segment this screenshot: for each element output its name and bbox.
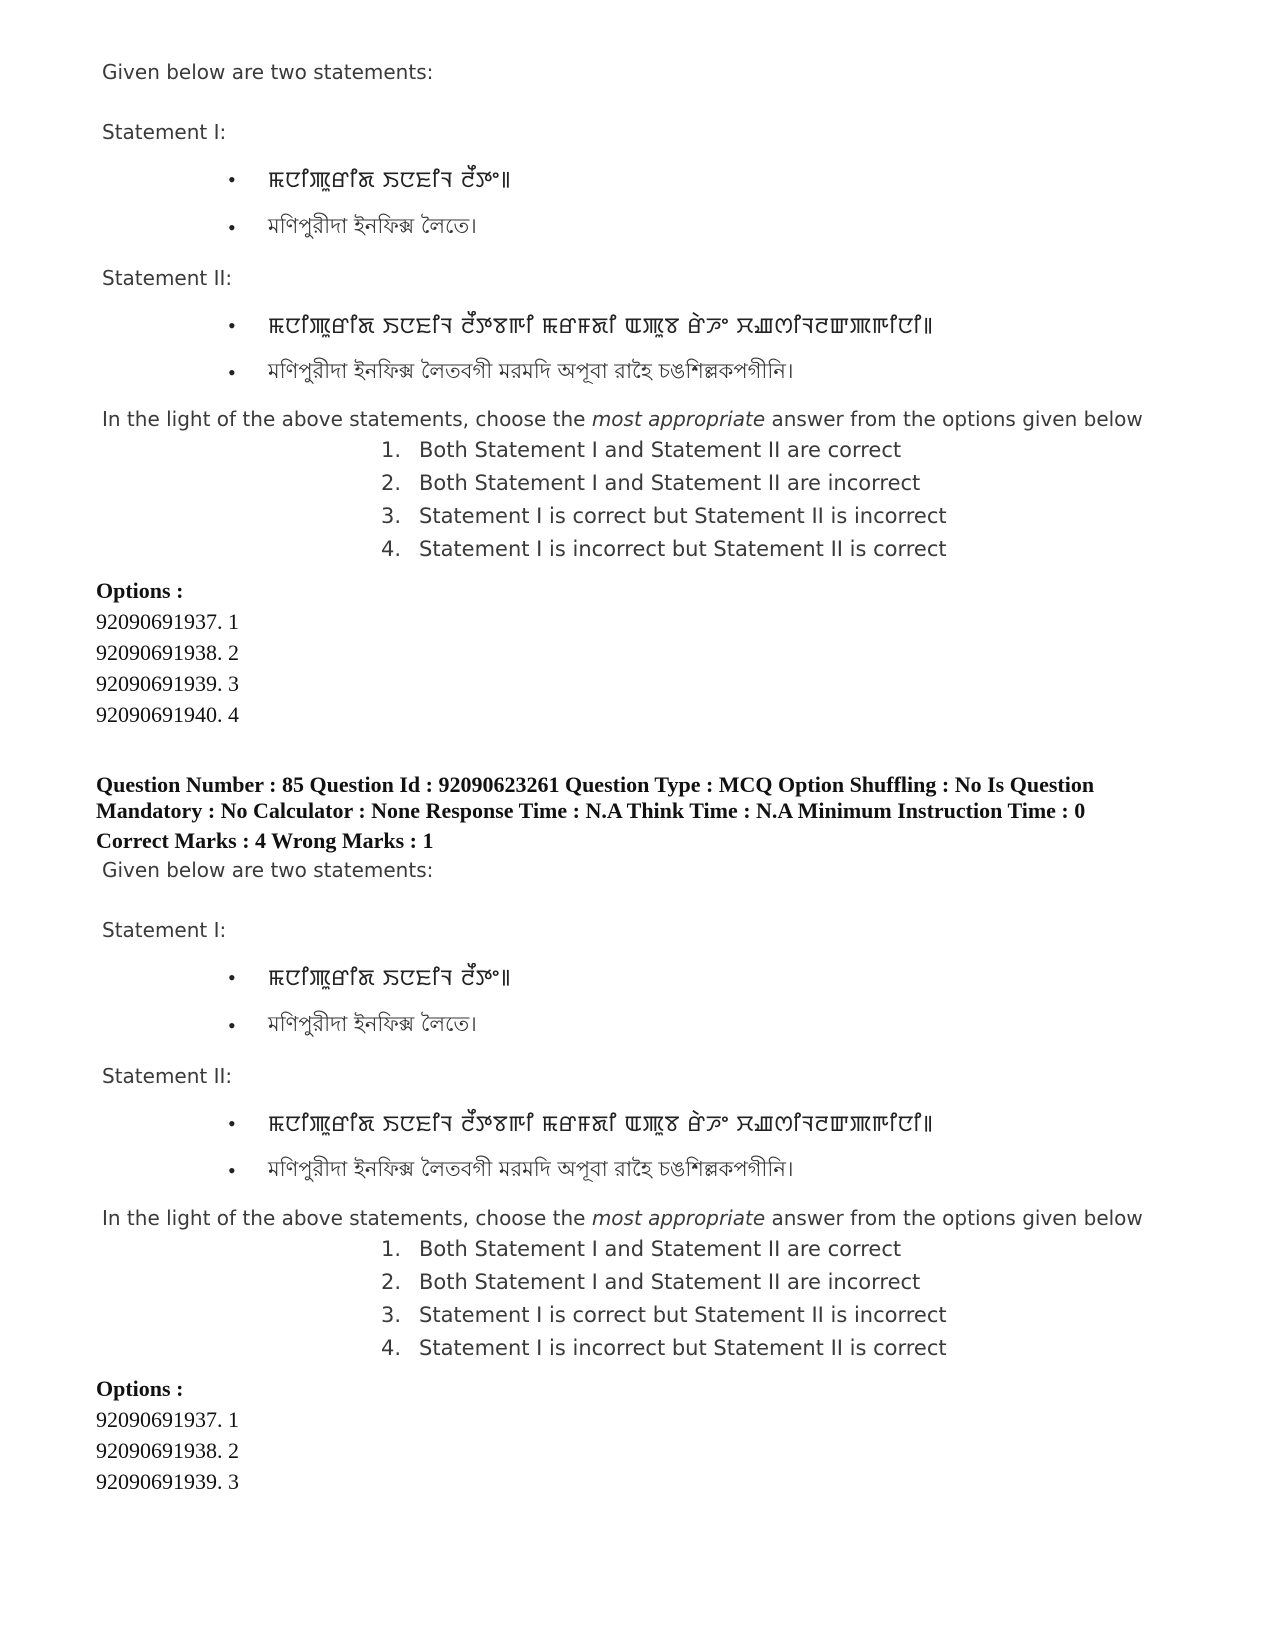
choice-text: Statement I is correct but Statement II is incorrect [419, 1303, 947, 1327]
option-line: 92090691938. 2 [96, 640, 239, 665]
choice-item [356, 1270, 920, 1294]
statement-2-meitei-text: ꯃꯅꯤꯄꯨꯔꯤꯗ ꯏꯅꯐꯤꯜ ꯂꯩꯇꯕꯒꯤ ꯃꯔꯝꯗꯤ ꯑꯄꯨꯕ ꯔꯥꯍꯦ ꯆꯉꯁꯤꯜꯂꯛꯄꯒꯤꯅꯤ꯫ [268, 314, 934, 339]
instruction-pre: In the light of the above statements, choose the [102, 407, 592, 431]
bullet-icon: • [228, 214, 236, 240]
choice-text: Both Statement I and Statement II are correct [419, 438, 902, 462]
option-line: 92090691937. 1 [96, 1407, 239, 1432]
statement-2-meitei-item [228, 1108, 933, 1139]
statement-2-meitei-text: ꯃꯅꯤꯄꯨꯔꯤꯗ ꯏꯅꯐꯤꯜ ꯂꯩꯇꯕꯒꯤ ꯃꯔꯝꯗꯤ ꯑꯄꯨꯕ ꯔꯥꯍꯦ ꯆꯉꯁꯤꯜꯂꯛꯄꯒꯤꯅꯤ꯫ [268, 1112, 934, 1137]
statement-1-bengali-text: মণিপুরীদা ইনফিক্স লৈতে। [268, 1012, 477, 1036]
choice-item [356, 1336, 947, 1360]
meta-line-2: Mandatory : No Calculator : None Response Time : N.A Think Time : N.A Minimum Instruction Time : 0 [96, 798, 1086, 823]
instruction-emphasis: most appropriate [591, 1206, 766, 1230]
question-metadata [96, 772, 1186, 854]
statement-2-bengali-text: মণিপুরীদা ইনফিক্স লৈতবগী মরমদি অপূবা রাহৈ চঙশিল্লকপগীনি। [268, 359, 794, 383]
option-line: 92090691939. 3 [96, 1469, 239, 1494]
choice-number: 2. [380, 1270, 401, 1294]
statement-2-meitei-item [228, 310, 933, 341]
instruction-emphasis: most appropriate [591, 407, 766, 431]
bullet-icon: • [228, 312, 236, 338]
meta-line-1: Question Number : 85 Question Id : 92090623261 Question Type : MCQ Option Shuffling : No Is Question [96, 772, 1095, 797]
instruction-post: answer from the options given below [765, 1206, 1143, 1230]
choice-number: 3. [380, 1303, 401, 1327]
option-line: 92090691940. 4 [96, 702, 239, 727]
bullet-icon: • [228, 1012, 236, 1038]
instruction-line [102, 1206, 1143, 1230]
options-heading: Options : [96, 1376, 184, 1401]
choice-item [356, 438, 901, 462]
choice-number: 4. [380, 537, 401, 561]
statement-1-label: Statement I: [102, 918, 227, 942]
options-heading: Options : [96, 578, 184, 603]
statement-1-bengali-item [228, 210, 477, 245]
meta-line-3: Correct Marks : 4 Wrong Marks : 1 [96, 828, 434, 853]
statement-1-meitei-text: ꯃꯅꯤꯄꯨꯔꯤꯗ ꯏꯅꯐꯤꯜ ꯂꯩꯇꯦ꯫ [268, 168, 512, 193]
choice-item [356, 537, 947, 561]
choice-item [356, 1237, 901, 1261]
choice-item [356, 504, 947, 528]
instruction-line [102, 407, 1143, 431]
choice-item [356, 471, 920, 495]
bullet-icon: • [228, 1157, 236, 1183]
choice-text: Both Statement I and Statement II are correct [419, 1237, 902, 1261]
statement-1-bengali-item [228, 1008, 477, 1043]
option-line: 92090691937. 1 [96, 609, 239, 634]
choice-number: 2. [380, 471, 401, 495]
statement-2-bengali-item [228, 355, 793, 390]
choice-text: Statement I is incorrect but Statement II is correct [419, 537, 947, 561]
option-line: 92090691938. 2 [96, 1438, 239, 1463]
instruction-pre: In the light of the above statements, choose the [102, 1206, 592, 1230]
option-line: 92090691939. 3 [96, 671, 239, 696]
choice-number: 4. [380, 1336, 401, 1360]
bullet-icon: • [228, 359, 236, 385]
instruction-post: answer from the options given below [765, 407, 1143, 431]
statement-1-label: Statement I: [102, 120, 227, 144]
choice-text: Statement I is correct but Statement II is incorrect [419, 504, 947, 528]
bullet-icon: • [228, 1110, 236, 1136]
choice-text: Both Statement I and Statement II are incorrect [419, 1270, 921, 1294]
bullet-icon: • [228, 964, 236, 990]
choice-text: Statement I is incorrect but Statement II is correct [419, 1336, 947, 1360]
intro-text: Given below are two statements: [102, 858, 434, 882]
choice-text: Both Statement I and Statement II are incorrect [419, 471, 921, 495]
statement-1-meitei-item [228, 962, 511, 993]
choice-number: 1. [380, 1237, 401, 1261]
choice-item [356, 1303, 947, 1327]
intro-text: Given below are two statements: [102, 60, 434, 84]
statement-1-meitei-item [228, 164, 511, 195]
choice-number: 3. [380, 504, 401, 528]
statement-2-bengali-text: মণিপুরীদা ইনফিক্স লৈতবগী মরমদি অপূবা রাহৈ চঙশিল্লকপগীনি। [268, 1157, 794, 1181]
statement-2-label: Statement II: [102, 1064, 233, 1088]
statement-2-bengali-item [228, 1153, 793, 1188]
statement-1-meitei-text: ꯃꯅꯤꯄꯨꯔꯤꯗ ꯏꯅꯐꯤꯜ ꯂꯩꯇꯦ꯫ [268, 966, 512, 991]
bullet-icon: • [228, 166, 236, 192]
choice-number: 1. [380, 438, 401, 462]
statement-1-bengali-text: মণিপুরীদা ইনফিক্স লৈতে। [268, 214, 477, 238]
statement-2-label: Statement II: [102, 266, 233, 290]
